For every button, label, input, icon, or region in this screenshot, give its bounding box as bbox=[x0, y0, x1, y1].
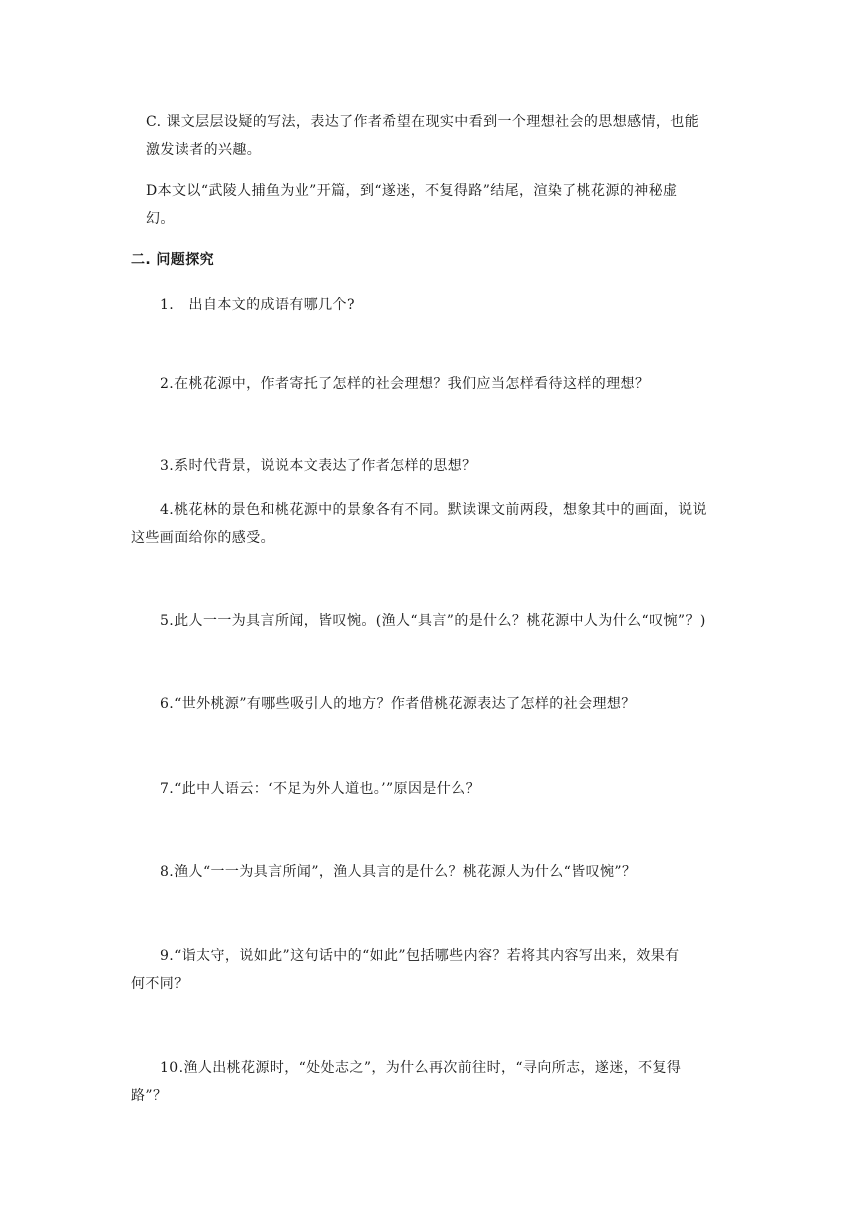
question-4-line2: 这些画面给你的感受。 bbox=[131, 530, 275, 546]
question-3: 3.系时代背景，说说本文表达了作者怎样的思想？ bbox=[160, 458, 477, 474]
question-10-line1: 10.渔人出桃花源时，“处处志之”，为什么再次前往时，“寻向所志，遂迷，不复得 bbox=[160, 1060, 682, 1076]
question-10-line2: 路”？ bbox=[131, 1088, 168, 1104]
option-c-line2: 激发读者的兴趣。 bbox=[146, 142, 262, 158]
option-d-line2: 幻。 bbox=[146, 211, 175, 227]
option-d-line1: D本文以“武陵人捕鱼为业”开篇，到“遂迷，不复得路”结尾，渲染了桃花源的神秘虚 bbox=[146, 183, 678, 199]
question-7: 7.“此中人语云：‘不足为外人道也。’”原因是什么？ bbox=[160, 781, 480, 797]
question-5: 5.此人一一为具言所闻，皆叹惋。(渔人“具言”的是什么？桃花源中人为什么“叹惋”？) bbox=[160, 613, 706, 629]
question-4-line1: 4.桃花林的景色和桃花源中的景象各有不同。默读课文前两段，想象其中的画面，说说 bbox=[160, 502, 707, 518]
question-9-line1: 9.“诣太守，说如此”这句话中的“如此”包括哪些内容？若将其内容写出来，效果有 bbox=[160, 948, 680, 964]
option-c-line1: C. 课文层层设疑的写法，表达了作者希望在现实中看到一个理想社会的思想感情，也能 bbox=[146, 114, 700, 130]
question-8: 8.渔人“一一为具言所闻”，渔人具言的是什么？桃花源人为什么“皆叹惋”？ bbox=[160, 864, 637, 880]
question-9-line2: 何不同？ bbox=[131, 976, 189, 992]
question-6: 6.“世外桃源”有哪些吸引人的地方？作者借桃花源表达了怎样的社会理想？ bbox=[160, 696, 636, 712]
question-1: 1. 出自本文的成语有哪几个? bbox=[160, 297, 355, 313]
section-heading: 二. 问题探究 bbox=[131, 252, 214, 268]
question-2: 2.在桃花源中，作者寄托了怎样的社会理想？我们应当怎样看待这样的理想？ bbox=[160, 376, 650, 392]
